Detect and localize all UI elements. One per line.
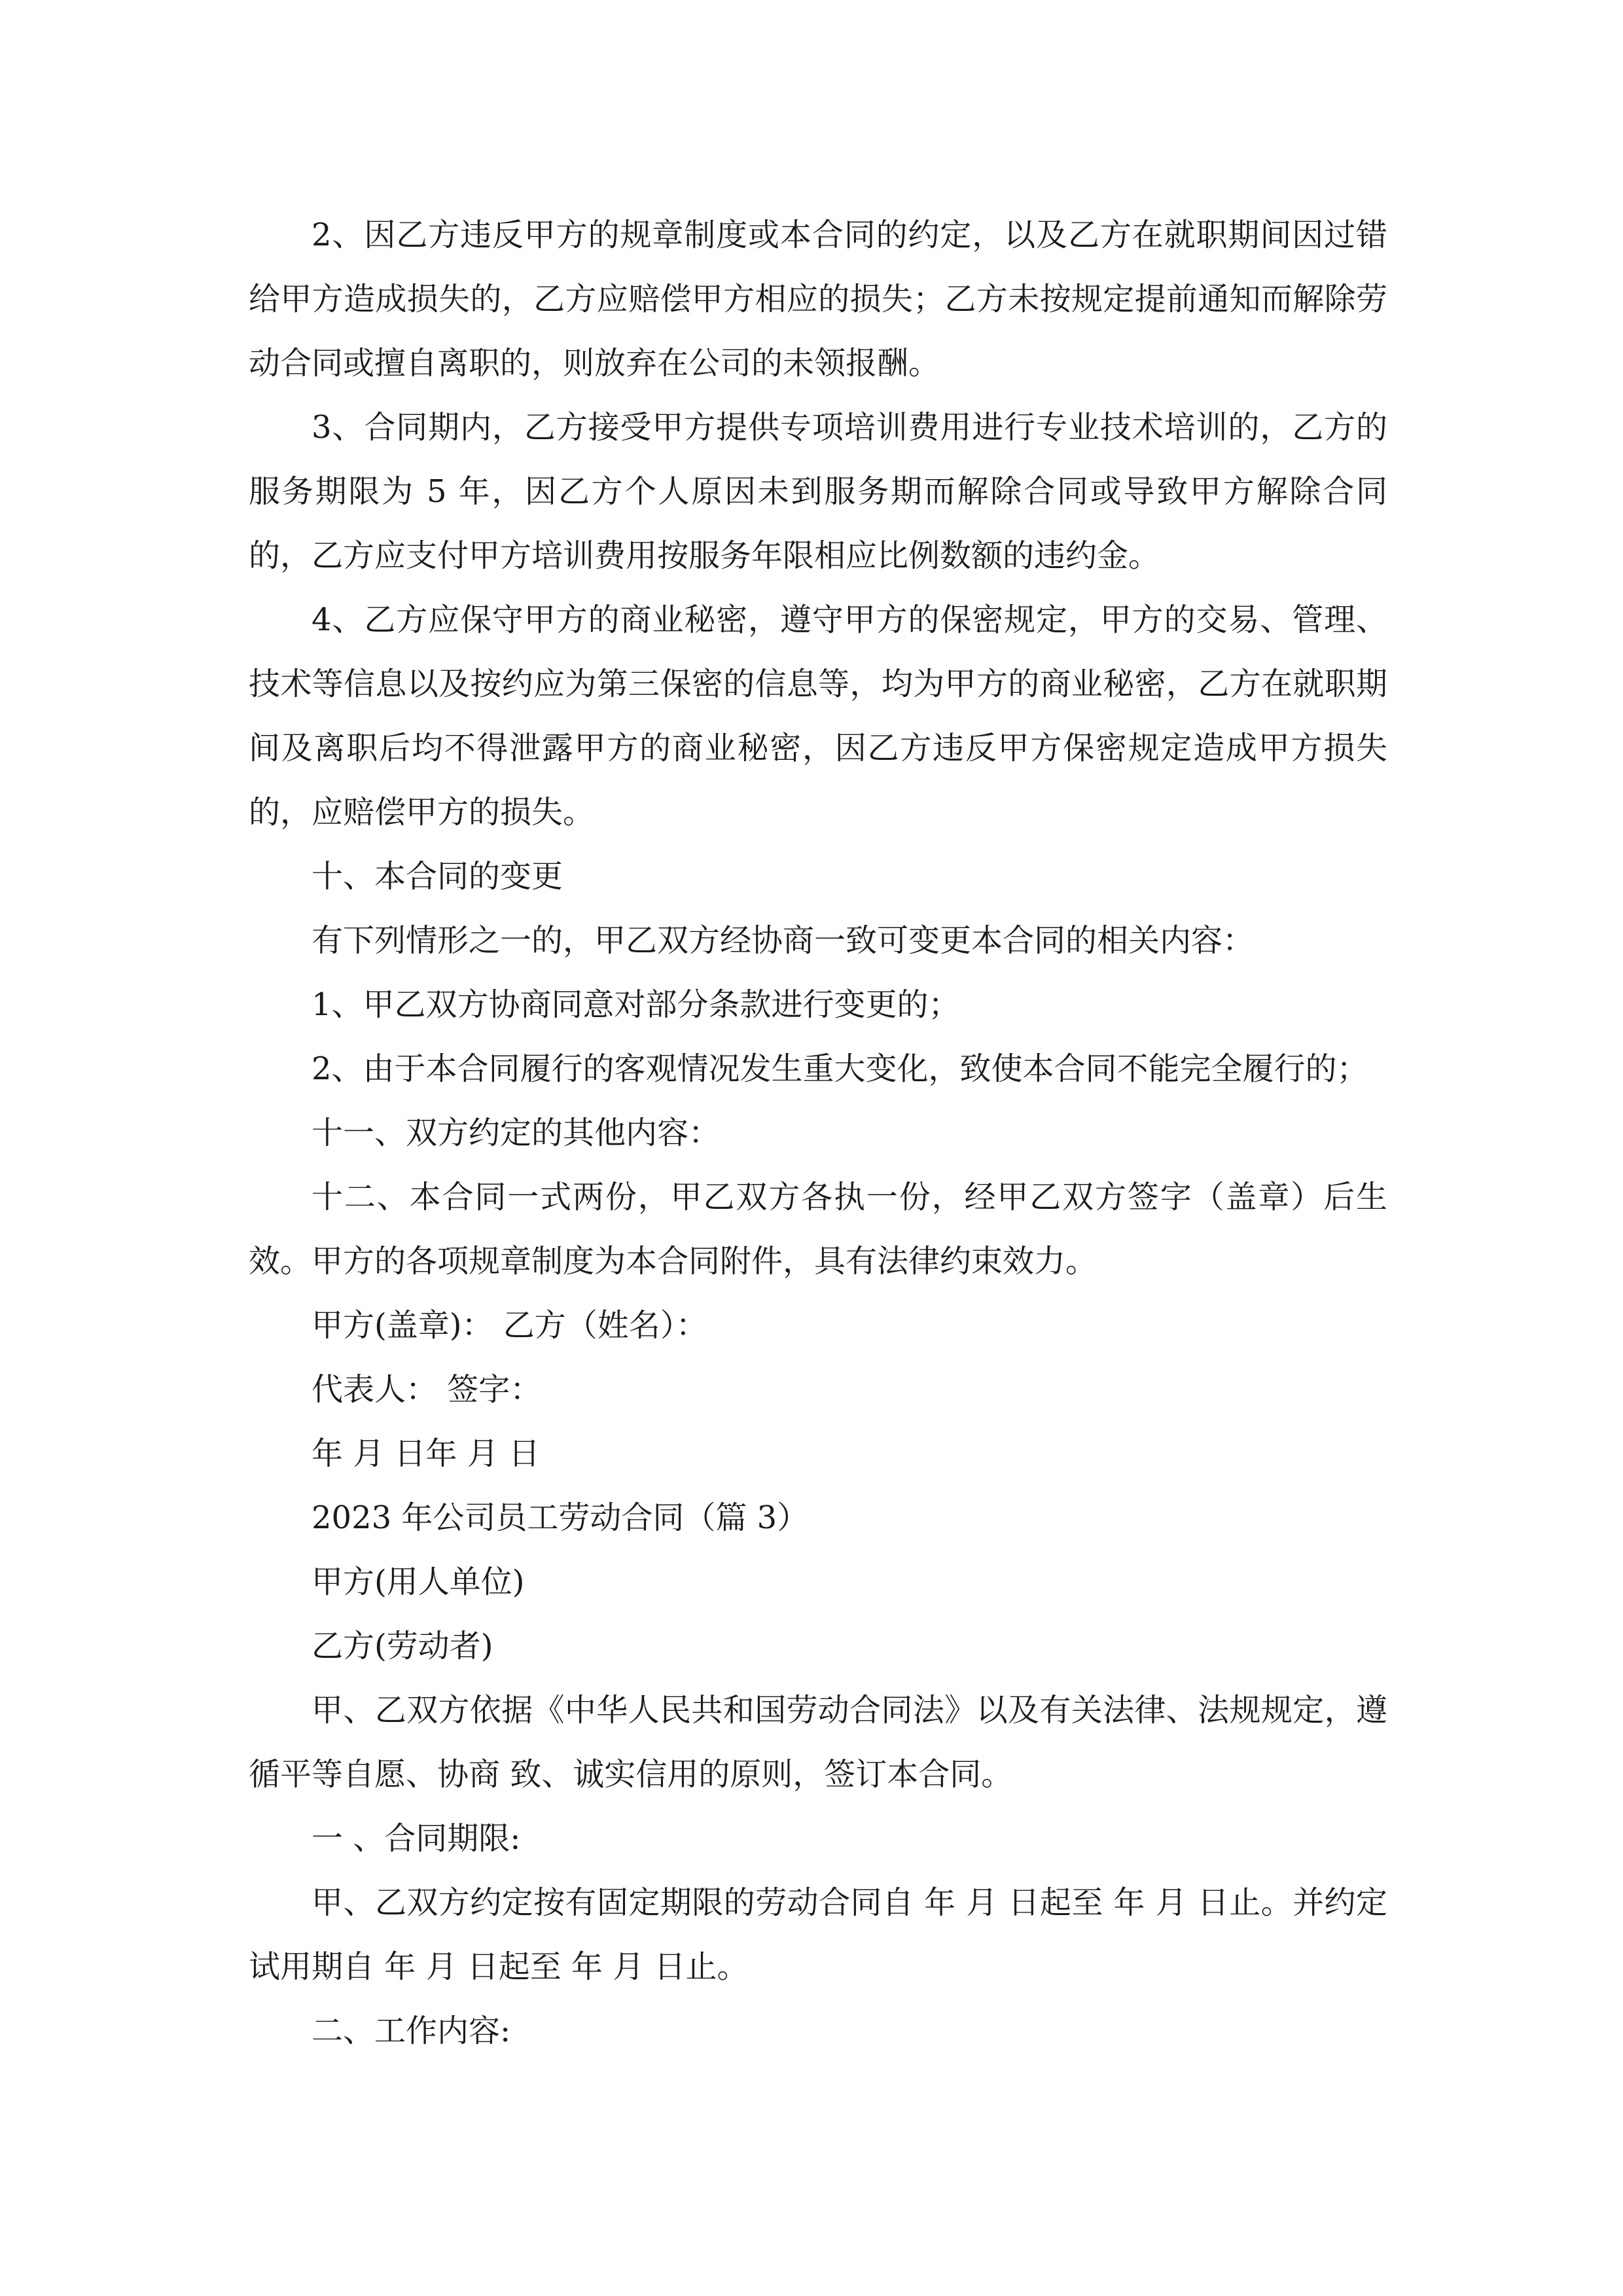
signature-line-parties: 甲方(盖章)： 乙方（姓名）： [312,1307,707,1344]
paragraph-change-conditions: 有下列情形之一的，甲乙双方经协商一致可变更本合同的相关内容： [312,922,1255,959]
paragraph-clause-4-confidentiality: 4、乙方应保守甲方的商业秘密，遵守甲方的保密规定，甲方的交易、管理、技术等信息以及按约应为第三保密的信息等，均为甲方的商业秘密，乙方在就职期间及离职后均不得泄露甲方的商业秘密，因乙方违反甲方保密规定造成甲方损失的，应赔偿甲方的损失。 [249,601,1387,831]
paragraph-term-details: 甲、乙双方约定按有固定期限的劳动合同自 年 月 日起至 年 月 日止。并约定试用期自 年 月 日起至 年 月 日止。 [249,1884,1387,1985]
paragraph-clause-2-compensation: 2、因乙方违反甲方的规章制度或本合同的约定，以及乙方在就职期间因过错给甲方造成损失的，乙方应赔偿甲方相应的损失；乙方未按规定提前通知而解除劳动合同或擅自离职的，则放弃在公司的未领报酬。 [249,217,1387,382]
party-a-label: 甲方(用人单位) [312,1564,525,1600]
paragraph-legal-basis: 甲、乙双方依据《中华人民共和国劳动合同法》以及有关法律、法规规定，遵循平等自愿、协商 致、诚实信用的原则，签订本合同。 [249,1692,1387,1793]
section-heading-work-content: 二、工作内容: [312,2013,511,2049]
section-heading-contract-change: 十、本合同的变更 [312,858,563,895]
section-heading-contract-term: 一 、合同期限: [312,1820,521,1857]
document-body [249,203,1387,2063]
signature-line-dates: 年 月 日年 月 日 [312,1435,541,1472]
paragraph-clause-3-training: 3、合同期内，乙方接受甲方提供专项培训费用进行专业技术培训的，乙方的服务期限为 5 年，因乙方个人原因未到服务期而解除合同或导致甲方解除合同的，乙方应支付甲方培训费用按服务年限相应比例数额的违约金。 [249,409,1387,574]
section-heading-other-terms: 十一、双方约定的其他内容： [312,1115,721,1151]
party-b-label: 乙方(劳动者) [312,1628,493,1664]
paragraph-change-item-2: 2、由于本合同履行的客观情况发生重大变化，致使本合同不能完全履行的； [312,1050,1368,1087]
paragraph-copies-clause: 十二、本合同一式两份，甲乙双方各执一份，经甲乙双方签字（盖章）后生效。甲方的各项规章制度为本合同附件，具有法律约束效力。 [249,1179,1387,1280]
contract-title: 2023 年公司员工劳动合同（篇 3） [312,1499,809,1536]
signature-line-representative: 代表人： 签字： [312,1371,542,1408]
paragraph-change-item-1: 1、甲乙双方协商同意对部分条款进行变更的； [312,986,960,1023]
